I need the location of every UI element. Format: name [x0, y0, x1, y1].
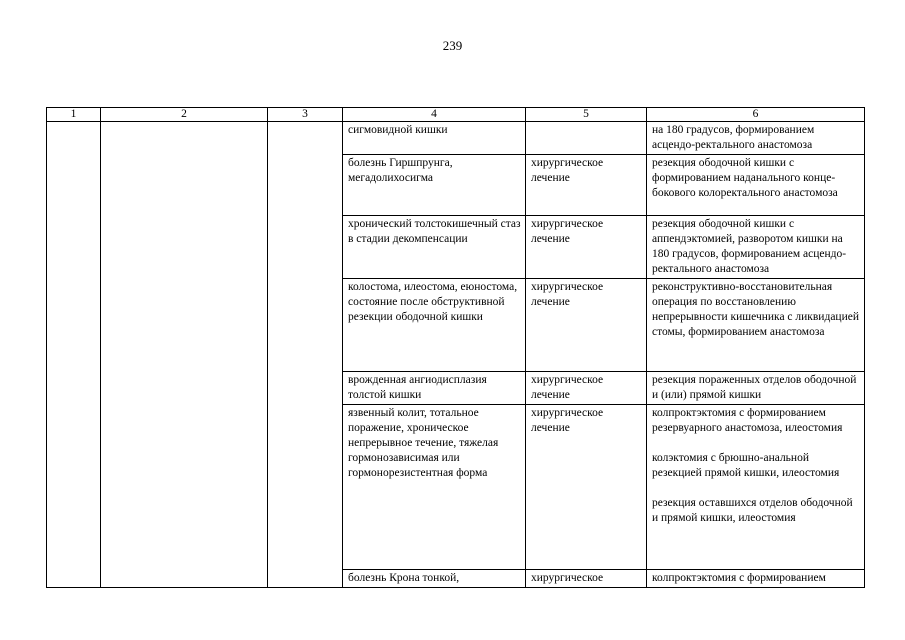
- empty-cell: [47, 405, 101, 570]
- method-text: колпроктэктомия с формированием: [652, 572, 826, 584]
- method-text: резекция оставшихся отделов ободочной и прямой кишки, илеостомия: [652, 497, 853, 524]
- table-row: [47, 216, 865, 279]
- treatment-cell: [526, 122, 647, 155]
- disease-cell: болезнь Гиршпрунга, мегадолихосигма: [343, 155, 526, 216]
- empty-cell: [268, 122, 343, 155]
- column-number: 2: [101, 108, 268, 122]
- paragraph-gap: [652, 481, 860, 496]
- empty-cell: [268, 405, 343, 570]
- column-number: 3: [268, 108, 343, 122]
- treatment-cell: хирургическое лечение: [526, 372, 647, 405]
- treatment-cell: хирургическое лечение: [526, 216, 647, 279]
- empty-cell: [101, 216, 268, 279]
- method-cell: [647, 372, 865, 405]
- empty-cell: [101, 405, 268, 570]
- column-number: 4: [343, 108, 526, 122]
- disease-cell: колостома, илеостома, еюностома, состояние после обструктивной резекции ободочной кишки: [343, 279, 526, 372]
- method-cell: [647, 122, 865, 155]
- method-text: резекция ободочной кишки с формированием наданального конце-бокового колоректального анастомоза: [652, 157, 838, 199]
- medical-care-table: [46, 107, 865, 588]
- empty-cell: [47, 279, 101, 372]
- table-row: [47, 279, 865, 372]
- treatment-cell: хирургическое: [526, 570, 647, 588]
- treatment-cell: хирургическое лечение: [526, 405, 647, 570]
- empty-cell: [101, 155, 268, 216]
- disease-cell: болезнь Крона тонкой,: [343, 570, 526, 588]
- empty-cell: [268, 570, 343, 588]
- column-number-row: [47, 108, 865, 122]
- table-row: [47, 570, 865, 588]
- disease-cell: врожденная ангиодисплазия толстой кишки: [343, 372, 526, 405]
- empty-cell: [101, 122, 268, 155]
- disease-cell: язвенный колит, тотальное поражение, хроническое непрерывное течение, тяжелая гормонозависимая или гормонорезистентная форма: [343, 405, 526, 570]
- empty-cell: [268, 279, 343, 372]
- treatment-cell: хирургическое лечение: [526, 155, 647, 216]
- empty-cell: [47, 122, 101, 155]
- method-cell: [647, 155, 865, 216]
- empty-cell: [268, 155, 343, 216]
- table-row: [47, 405, 865, 570]
- treatment-cell: хирургическое лечение: [526, 279, 647, 372]
- paragraph-gap: [652, 436, 860, 451]
- empty-cell: [47, 216, 101, 279]
- empty-cell: [101, 372, 268, 405]
- table-row: [47, 372, 865, 405]
- empty-cell: [268, 216, 343, 279]
- column-number: 6: [647, 108, 865, 122]
- disease-cell: сигмовидной кишки: [343, 122, 526, 155]
- column-number: 5: [526, 108, 647, 122]
- method-text: на 180 градусов, формированием асцендо-ректального анастомоза: [652, 124, 815, 151]
- method-cell: [647, 279, 865, 372]
- method-text: колэктомия с брюшно-анальной резекцией прямой кишки, илеостомия: [652, 452, 840, 479]
- disease-cell: хронический толстокишечный стаз в стадии декомпенсации: [343, 216, 526, 279]
- empty-cell: [47, 372, 101, 405]
- method-text: реконструктивно-восстановительная операция по восстановлению непрерывности кишечника с ликвидацией стомы, формированием анастомоза: [652, 281, 859, 338]
- empty-cell: [47, 570, 101, 588]
- column-number: 1: [47, 108, 101, 122]
- empty-cell: [101, 570, 268, 588]
- table-row: [47, 155, 865, 216]
- method-text: резекция пораженных отделов ободочной и (или) прямой кишки: [652, 374, 857, 401]
- method-cell: [647, 405, 865, 570]
- method-cell: [647, 570, 865, 588]
- table-row: [47, 122, 865, 155]
- empty-cell: [101, 279, 268, 372]
- empty-cell: [268, 372, 343, 405]
- method-text: резекция ободочной кишки с аппендэктомией, разворотом кишки на 180 градусов, формированием асцендо-ректального анастомоза: [652, 218, 847, 275]
- empty-cell: [47, 155, 101, 216]
- method-cell: [647, 216, 865, 279]
- method-text: колпроктэктомия с формированием резервуарного анастомоза, илеостомия: [652, 407, 843, 434]
- page-number: 239: [442, 38, 463, 53]
